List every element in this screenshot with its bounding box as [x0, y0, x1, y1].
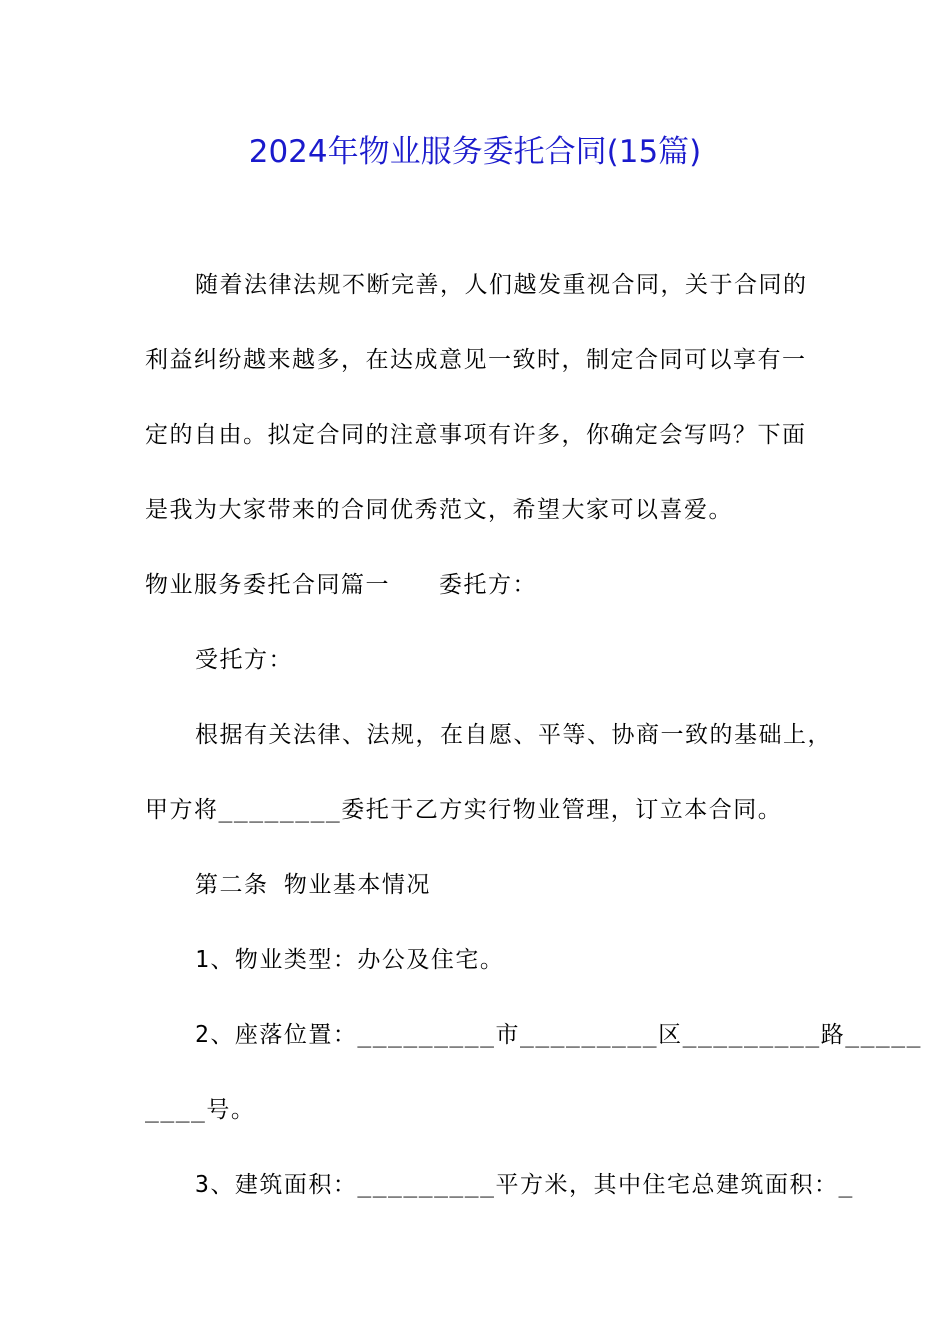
list-item-line: ____号。 [145, 1097, 256, 1123]
clause-heading-line: 第二条 物业基本情况 [195, 872, 431, 898]
paragraph-line: 根据有关法律、法规，在自愿、平等、协商一致的基础上， [195, 722, 832, 748]
section-heading-line: 物业服务委托合同篇一 委托方： [145, 572, 537, 598]
paragraph-line: 受托方： [195, 647, 293, 673]
list-item-line: 1、物业类型：办公及住宅。 [195, 947, 505, 973]
list-item-line: 3、建筑面积：_________平方米，其中住宅总建筑面积：_ [195, 1172, 854, 1198]
list-item-line: 2、座落位置：_________市_________区_________路_____ [195, 1022, 922, 1048]
paragraph-line: 甲方将________委托于乙方实行物业管理，订立本合同。 [145, 797, 783, 823]
paragraph-line: 是我为大家带来的合同优秀范文，希望大家可以喜爱。 [145, 497, 733, 523]
paragraph-line: 随着法律法规不断完善，人们越发重视合同，关于合同的 [195, 272, 808, 298]
paragraph-line: 利益纠纷越来越多，在达成意见一致时，制定合同可以享有一 [145, 347, 807, 373]
paragraph-line: 定的自由。拟定合同的注意事项有许多，你确定会写吗？下面 [145, 422, 807, 448]
document-title: 2024年物业服务委托合同(15篇) [248, 134, 702, 170]
